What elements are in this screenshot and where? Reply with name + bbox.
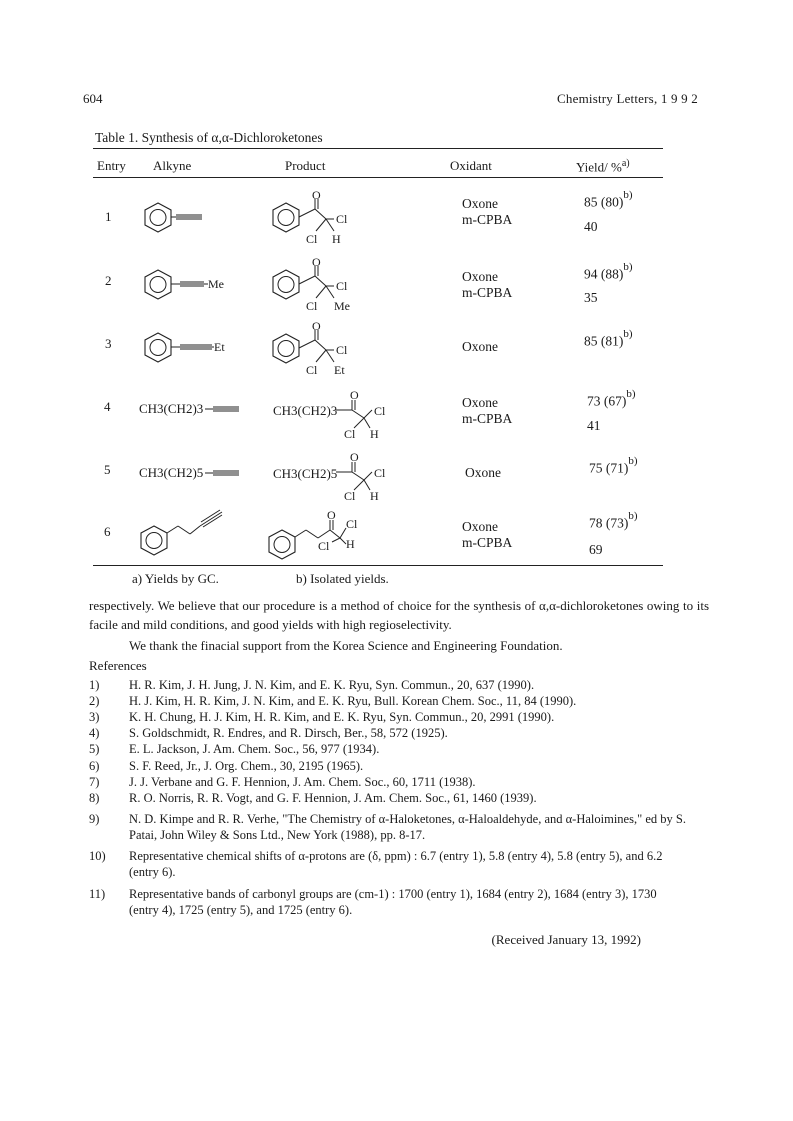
col-alkyne: Alkyne <box>153 158 192 173</box>
entry-number: 6 <box>104 524 111 539</box>
substituent-3: Me <box>334 299 350 313</box>
oxidant-list <box>462 196 512 228</box>
product-structure-6 <box>268 508 368 562</box>
oxidant-list <box>462 395 512 427</box>
references-heading: References <box>89 658 147 673</box>
oxygen-label: O <box>327 508 336 522</box>
alkyne-substituent: Et <box>214 340 225 354</box>
col-product: Product <box>285 158 326 173</box>
yield-value: 41 <box>587 418 601 433</box>
product-structure-4 <box>336 390 396 446</box>
substituent-3: H <box>332 232 341 246</box>
substituent-1: Cl <box>336 212 348 226</box>
oxidant-list <box>462 339 498 355</box>
oxidant: m-CPBA <box>462 411 513 426</box>
substituent-3: Et <box>334 363 345 377</box>
yield-value: 35 <box>584 290 598 305</box>
yield-value: 85 $(80)^{b)}$ <box>584 189 633 210</box>
oxidant: Oxone <box>462 269 498 284</box>
yield-value: 78 $(73)^{b)}$ <box>589 510 638 531</box>
oxidant: Oxone <box>465 465 501 480</box>
substituent-2: Cl <box>318 539 330 553</box>
yield-value: 69 <box>589 542 603 557</box>
substituent-3: H <box>370 489 379 503</box>
table-caption: Table 1. Synthesis of α,α-Dichloroketones <box>95 130 323 145</box>
oxygen-label: O <box>312 188 321 202</box>
oxygen-label: O <box>350 450 359 464</box>
alkyne-substituent: Me <box>208 277 224 291</box>
oxidant: m-CPBA <box>462 535 513 550</box>
substituent-2: Cl <box>344 427 356 441</box>
acknowledgement: We thank the finacial support from the Korea Science and Engineering Foundation. <box>129 638 563 653</box>
product-structure-2 <box>268 255 368 322</box>
yield-value: 75 $(71)^{b)}$ <box>589 455 638 476</box>
oxidant: Oxone <box>462 395 498 410</box>
journal-title: Chemistry Letters, 1 9 9 2 <box>557 91 698 106</box>
substituent-2: Cl <box>306 363 318 377</box>
yield-value: 73 $(67)^{b)}$ <box>587 388 636 409</box>
oxidant-list <box>462 519 512 551</box>
yield-value: 85 $(81)^{b)}$ <box>584 328 633 349</box>
yield-value: 40 <box>584 219 598 234</box>
substituent-1: Cl <box>336 279 348 293</box>
product-chain: CH3(CH2)5 <box>273 466 338 481</box>
alkyne-formula: CH3(CH2)3 <box>139 401 204 416</box>
col-oxidant: Oxidant <box>450 158 492 173</box>
substituent-1: Cl <box>374 466 386 480</box>
table-top-rule <box>93 148 663 149</box>
col-yield: Yield/ %$^{a)}$ <box>576 158 630 175</box>
product-structure-3 <box>268 319 368 386</box>
product-structure-1 <box>268 188 368 255</box>
yield-value: 94 $(88)^{b)}$ <box>584 261 633 282</box>
alkyne-formula: CH3(CH2)5 <box>139 465 204 480</box>
substituent-2: Cl <box>344 489 356 503</box>
entry-number: 1 <box>105 209 112 224</box>
substituent-3: H <box>346 537 355 551</box>
footnote-a: a) Yields by GC. <box>132 571 219 586</box>
product-chain: CH3(CH2)3 <box>273 403 338 418</box>
entry-number: 4 <box>104 399 111 414</box>
oxidant: Oxone <box>462 196 498 211</box>
page-number: 604 <box>83 91 103 106</box>
oxidant-list <box>465 465 501 481</box>
oxidant: m-CPBA <box>462 212 513 227</box>
oxygen-label: O <box>312 319 321 333</box>
oxygen-label: O <box>312 255 321 269</box>
footnote-b: b) Isolated yields. <box>296 571 389 586</box>
alkyne-structure-6 <box>140 508 230 556</box>
product-structure-5 <box>336 452 396 508</box>
alkyne-structure-1 <box>140 200 210 240</box>
substituent-2: Cl <box>306 232 318 246</box>
triple-bond <box>203 403 243 415</box>
oxidant-list <box>462 269 512 301</box>
oxygen-label: O <box>350 388 359 402</box>
entry-number: 2 <box>105 273 112 288</box>
oxidant: m-CPBA <box>462 285 513 300</box>
table-bottom-rule <box>93 565 663 566</box>
substituent-1: Cl <box>336 343 348 357</box>
col-entry: Entry <box>97 158 126 173</box>
substituent-1: Cl <box>374 404 386 418</box>
table-header-rule <box>93 177 663 178</box>
alkyne-structure-3 <box>140 330 235 370</box>
oxidant: Oxone <box>462 339 498 354</box>
entry-number: 3 <box>105 336 112 351</box>
alkyne-structure-2 <box>140 267 235 307</box>
substituent-1: Cl <box>346 517 358 531</box>
body-paragraph: respectively. We believe that our procedure is a method of choice for the synthesis of α,α-dichloroketones owing to its facile and mild conditions, and good yields with high regioselectivity. <box>89 598 709 632</box>
oxidant: Oxone <box>462 519 498 534</box>
triple-bond <box>203 467 243 479</box>
substituent-3: H <box>370 427 379 441</box>
received-date: (Received January 13, 1992) <box>491 932 641 947</box>
substituent-2: Cl <box>306 299 318 313</box>
entry-number: 5 <box>104 462 111 477</box>
